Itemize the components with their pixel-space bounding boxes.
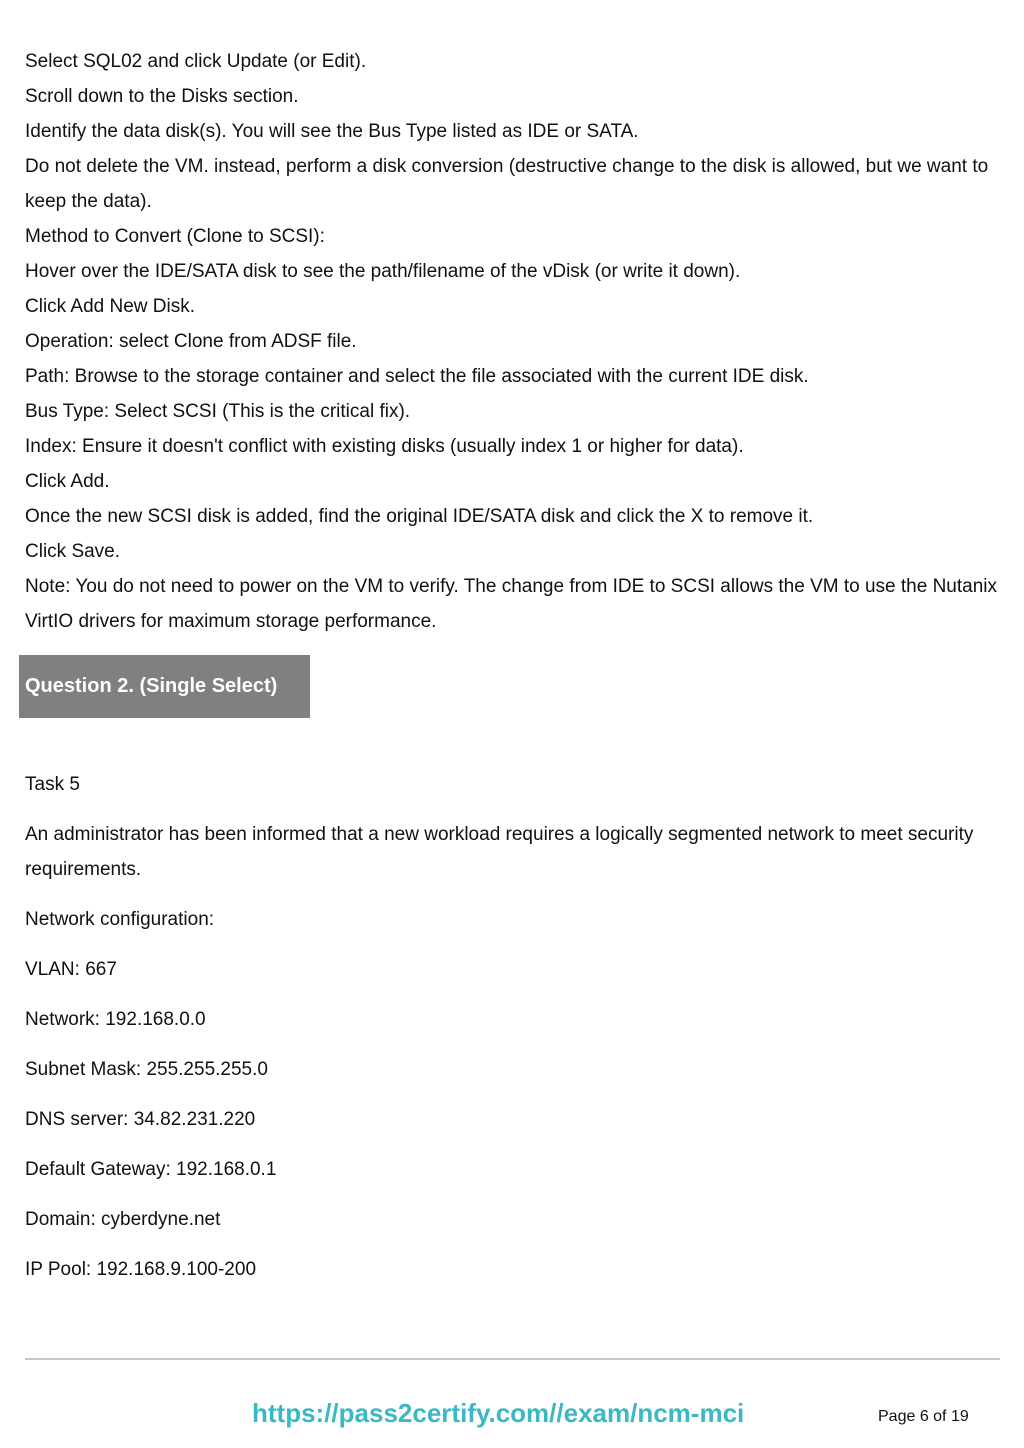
config-ip-pool: IP Pool: 192.168.9.100-200 [25,1259,257,1280]
step-line: Once the new SCSI disk is added, find the original IDE/SATA disk and click the X to remove it. [25,506,814,527]
step-line: Method to Convert (Clone to SCSI): [25,226,325,247]
footer-link[interactable]: https://pass2certify.com//exam/ncm-mci [252,1398,745,1428]
step-line: Bus Type: Select SCSI (This is the critical fix). [25,401,411,422]
footer-divider [25,1358,1000,1360]
step-line: Identify the data disk(s). You will see the Bus Type listed as IDE or SATA. [25,121,639,142]
config-vlan: VLAN: 667 [25,959,117,980]
question-body [25,767,1010,1302]
config-network: Network: 192.168.0.0 [25,1009,206,1030]
config-dns-server: DNS server: 34.82.231.220 [25,1109,256,1130]
config-subnet-mask: Subnet Mask: 255.255.255.0 [25,1059,268,1080]
step-line: Click Save. [25,541,121,562]
page-number: Page 6 of 19 [878,1408,969,1425]
task-title: Task 5 [25,774,80,795]
config-domain: Domain: cyberdyne.net [25,1209,221,1230]
step-line: Select SQL02 and click Update (or Edit). [25,51,367,72]
step-line: Operation: select Clone from ADSF file. [25,331,357,352]
question-header: Question 2. (Single Select) [19,655,310,718]
config-default-gateway: Default Gateway: 192.168.0.1 [25,1159,277,1180]
question-text: An administrator has been informed that a new workload requires a logically segmented network to meet security requirements. [25,824,974,880]
step-line: Path: Browse to the storage container and select the file associated with the current IDE disk. [25,366,809,387]
config-heading: Network configuration: [25,909,215,930]
step-line: Index: Ensure it doesn't conflict with existing disks (usually index 1 or higher for data). [25,436,744,457]
step-line: Note: You do not need to power on the VM to verify. The change from IDE to SCSI allows the VM to use the Nutanix VirtIO drivers for maximum storage performance. [25,576,998,632]
step-line: Hover over the IDE/SATA disk to see the path/filename of the vDisk (or write it down). [25,261,741,282]
solution-steps [25,44,1015,639]
step-line: Do not delete the VM. instead, perform a disk conversion (destructive change to the disk is allowed, but we want to keep the data). [25,156,989,212]
step-line: Click Add New Disk. [25,296,195,317]
step-line: Click Add. [25,471,110,492]
step-line: Scroll down to the Disks section. [25,86,299,107]
